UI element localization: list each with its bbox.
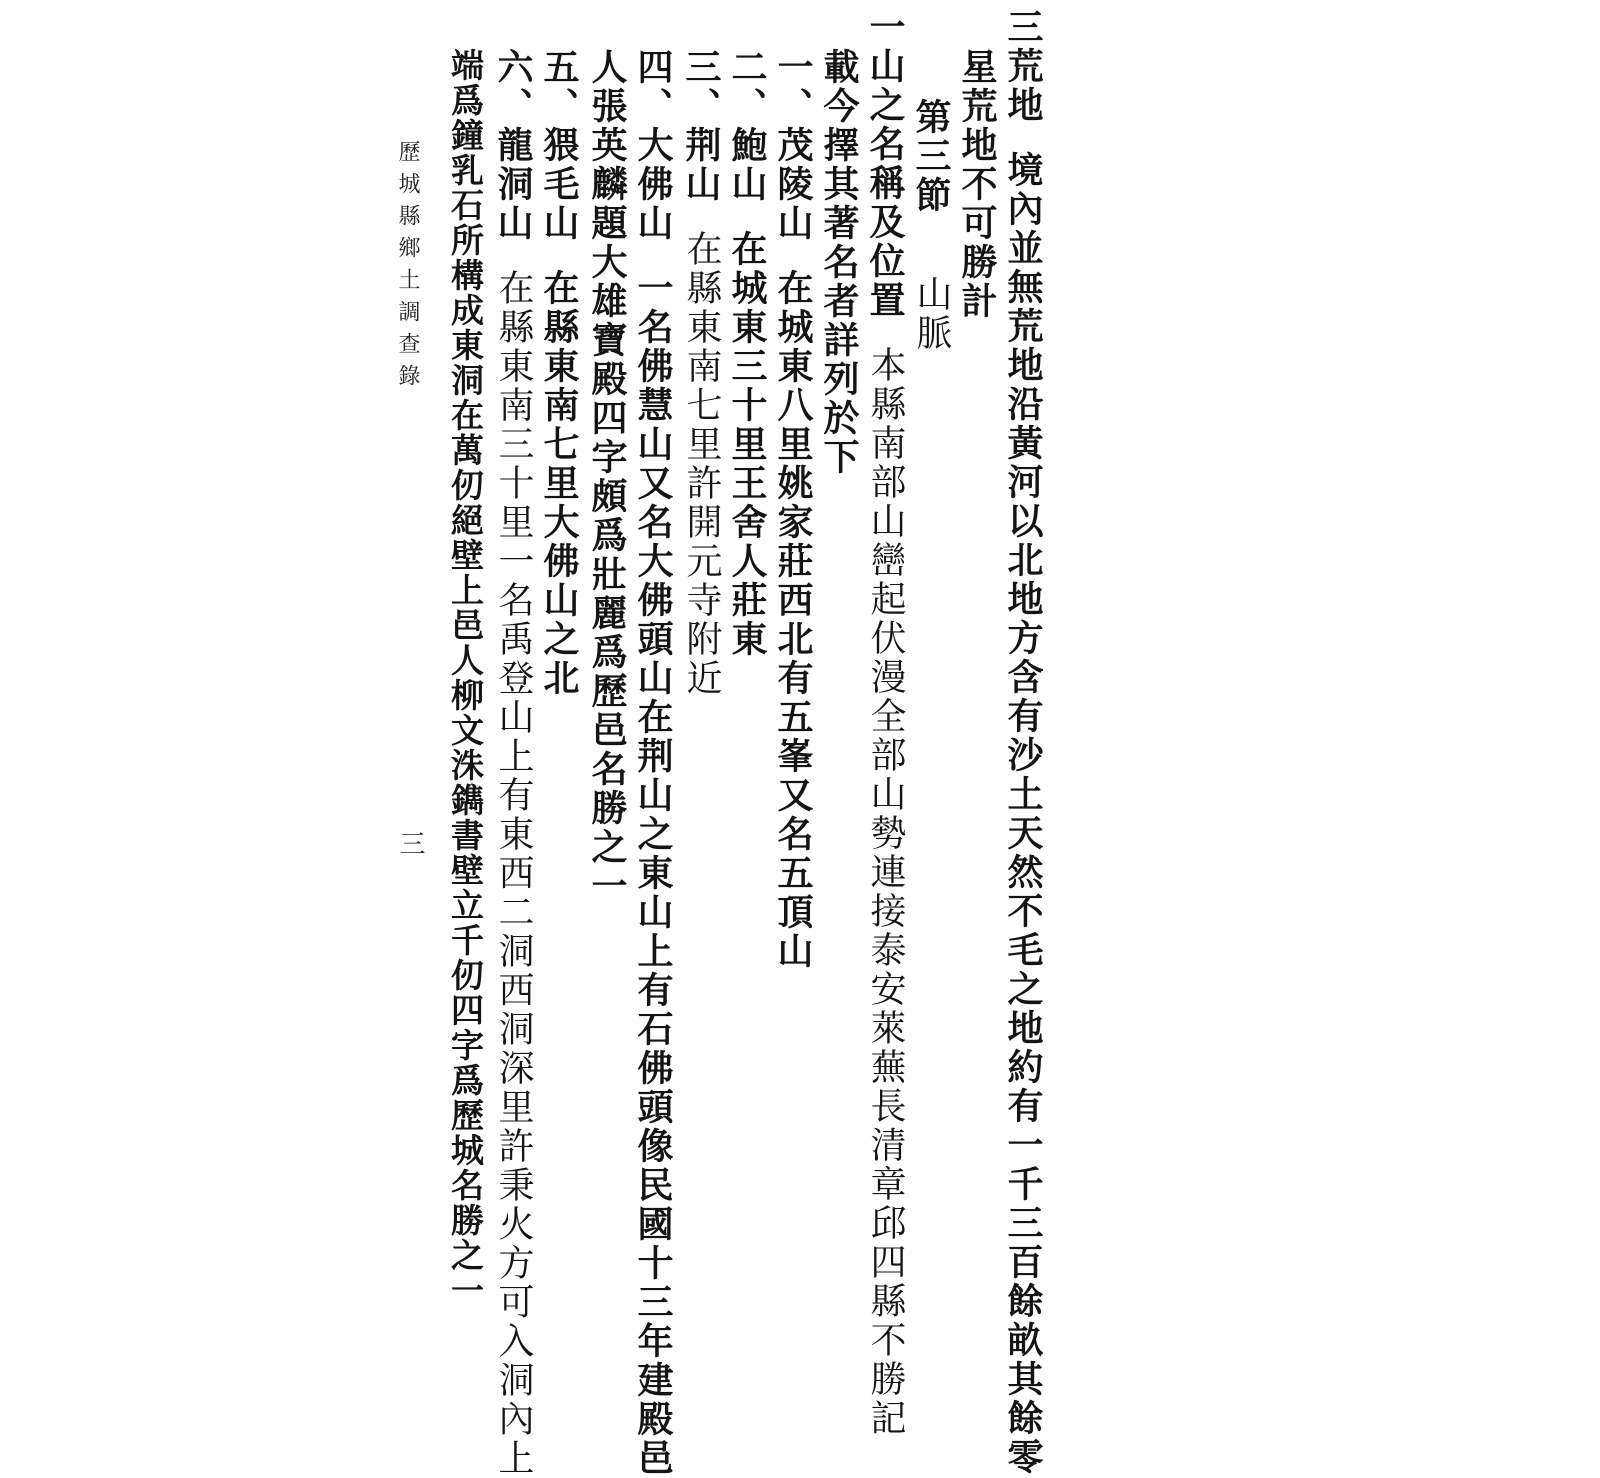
column-text: 星荒地不可勝計 xyxy=(956,48,998,321)
running-footer-title: 歷城縣鄉土調查錄 xyxy=(395,140,420,396)
column-text: 載今擇其著名者詳列於下 xyxy=(818,48,860,477)
text-column-1 xyxy=(1004,8,1042,1477)
page-number: 三 xyxy=(395,830,425,866)
section-topic: 山脈 xyxy=(911,275,952,353)
text-column-6 xyxy=(774,8,812,971)
column-text: 端爲鐘乳石所構成東洞在萬仞絕壁上邑人柳文洙鐫書壁立千仞四字爲歷城名勝之一 xyxy=(446,48,485,1308)
mountain-name: 一、茂陵山 xyxy=(772,48,814,243)
section-heading: 三荒地 xyxy=(1002,8,1044,125)
column-text: 本縣南部山巒起伏漫全部山勢連接泰安萊蕪長清章邱四縣不勝記 xyxy=(865,346,906,1438)
text-column-5 xyxy=(820,8,858,477)
mountain-name: 四、大佛山 xyxy=(632,48,674,243)
mountain-description: 在城東八里姚家莊西北有五峯又名五頂山 xyxy=(772,269,814,971)
mountain-name: 六、龍洞山 xyxy=(492,48,534,243)
mountain-description: 在縣東南三十里一名禹登山上有東西二洞西洞深里許秉火方可入洞內上 xyxy=(493,269,534,1478)
mountain-description: 在縣東南七里許開元寺附近 xyxy=(681,230,722,698)
column-text: 人張英麟題大雄寶殿四字頗爲壯麗爲歷邑名勝之一 xyxy=(586,48,628,906)
text-column-7 xyxy=(728,8,766,659)
text-column-9 xyxy=(634,8,672,1478)
text-column-13 xyxy=(446,8,484,1308)
mountain-name: 五、猥毛山 xyxy=(538,48,580,243)
column-text: 境內並無荒地沿黃河以北地方含有沙土天然不毛之地約有一千三百餘畝其餘零 xyxy=(1002,151,1044,1477)
mountain-name: 二、鮑山 xyxy=(726,48,768,204)
text-column-10 xyxy=(588,8,626,906)
text-column-12 xyxy=(494,8,532,1478)
text-column-8 xyxy=(682,8,720,698)
mountain-description: 在城東三十里王舍人莊東 xyxy=(726,230,768,659)
text-column-2 xyxy=(958,8,996,321)
mountain-name: 三、荆山 xyxy=(680,48,722,204)
mountain-description: 一名佛慧山又名大佛頭山在荆山之東山上有石佛頭像民國十三年建殿邑 xyxy=(632,269,674,1478)
text-column-4 xyxy=(866,8,904,1438)
chapter-section-title: 第三節 xyxy=(910,98,952,215)
mountain-description: 在縣東南七里大佛山之北 xyxy=(538,269,580,698)
subsection-heading: 一山之名稱及位置 xyxy=(864,8,906,320)
text-column-11 xyxy=(540,8,578,698)
text-column-3 xyxy=(912,8,950,353)
